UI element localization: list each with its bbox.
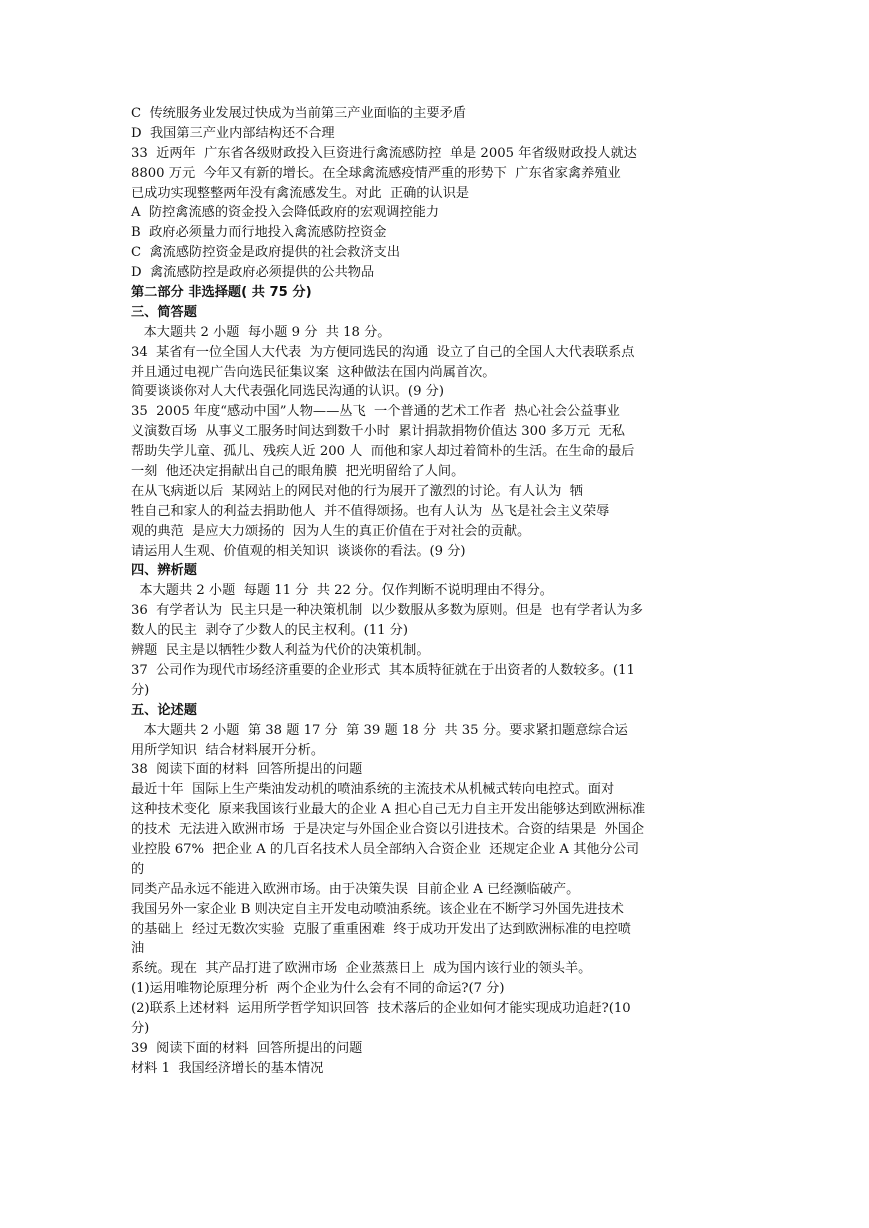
section-heading: 三、简答题: [131, 304, 197, 320]
text-line: 用所学知识 结合材料展开分析。: [131, 742, 325, 758]
text-line: 辨题 民主是以牺牲少数人利益为代价的决策机制。: [131, 643, 430, 659]
text-line: 33 近两年 广东省各级财政投入巨资进行禽流感防控 单是 2005 年省级财政投人就达: [131, 145, 637, 161]
text-line: 37 公司作为现代市场经济重要的企业形式 其本质特征就在于出资者的人数较多。(11: [131, 662, 635, 678]
text-line: B 政府必须量力而行地投入禽流感防控资金: [131, 225, 387, 241]
text-line: 本大题共 2 小题 每题 11 分 共 22 分。仅作判断不说明理由不得分。: [131, 583, 553, 599]
document-page: [131, 104, 741, 1079]
text-line: 的: [131, 861, 145, 877]
text-line: 最近十年 国际上生产柴油发动机的喷油系统的主流技术从机械式转向电控式。面对: [131, 782, 615, 798]
text-line: 我国另外一家企业 B 则决定自主开发电动喷油系统。该企业在不断学习外国先进技术: [131, 901, 624, 917]
text-line: 38 阅读下面的材料 回答所提出的问题: [131, 762, 363, 778]
text-line: 同类产品永远不能进入欧洲市场。由于决策失误 目前企业 A 已经濒临破产。: [131, 881, 580, 897]
text-line: 帮助失学儿童、孤儿、残疾人近 200 人 而他和家人却过着简朴的生活。在生命的最后: [131, 444, 635, 460]
text-line: 一刻 他还决定捐献出自己的眼角膜 把光明留给了人间。: [131, 464, 465, 480]
text-line: 并且通过电视广告向选民征集议案 这种做法在国内尚属首次。: [131, 364, 496, 380]
text-line: D 禽流感防控是政府必须提供的公共物品: [131, 265, 375, 281]
text-line: 数人的民主 剥夺了少数人的民主权利。(11 分): [131, 623, 409, 639]
text-line: (2)联系上述材料 运用所学哲学知识回答 技术落后的企业如何才能实现成功追赶?(10: [131, 1001, 631, 1017]
text-line: 36 有学者认为 民主只是一种决策机制 以少数服从多数为原则。但是 也有学者认为多: [131, 603, 643, 619]
text-line: 34 某省有一位全国人大代表 为方便同选民的沟通 设立了自己的全国人大代表联系点: [131, 344, 635, 360]
text-line: A 防控禽流感的资金投入会降低政府的宏观调控能力: [131, 205, 440, 221]
text-line: (1)运用唯物论原理分析 两个企业为什么会有不同的命运?(7 分): [131, 981, 505, 997]
text-line: 的技术 无法进入欧洲市场 于是决定与外国企业合资以引进技术。合资的结果是 外国企: [131, 822, 645, 838]
text-line: 在从飞病逝以后 某网站上的网民对他的行为展开了激烈的讨论。有人认为 牺: [131, 483, 583, 499]
text-line: 油: [131, 941, 145, 957]
section-heading: 第二部分 非选择题( 共 75 分): [131, 285, 312, 301]
section-heading: 四、辨析题: [131, 563, 197, 579]
text-line: 系统。现在 其产品打进了欧洲市场 企业蒸蒸日上 成为国内该行业的领头羊。: [131, 961, 592, 977]
text-line: 简要谈谈你对人大代表强化同选民沟通的认识。(9 分): [131, 384, 444, 400]
text-line: 已成功实现整整两年没有禽流感发生。对此 正确的认识是: [131, 185, 470, 201]
text-line: 本大题共 2 小题 每小题 9 分 共 18 分。: [131, 324, 391, 340]
text-line: D 我国第三产业内部结构还不合理: [131, 125, 335, 141]
text-line: 观的典范 是应大力颂扬的 因为人生的真正价值在于对社会的贡献。: [131, 523, 531, 539]
text-line: 8800 万元 今年又有新的增长。在全球禽流感疫情严重的形势下 广东省家禽养殖业: [131, 165, 621, 181]
text-line: 业控股 67% 把企业 A 的几百名技术人员全部纳入合资企业 还规定企业 A 其他分公司: [131, 841, 640, 857]
text-line: 39 阅读下面的材料 回答所提出的问题: [131, 1040, 363, 1056]
text-line: 的基础上 经过无数次实验 克服了重重困难 终于成功开发出了达到欧洲标准的电控喷: [131, 921, 631, 937]
text-line: 35 2005 年度“感动中国”人物——丛飞 一个普通的艺术工作者 热心社会公益事业: [131, 404, 620, 420]
text-line: 牲自己和家人的利益去捐助他人 并不值得颂扬。也有人认为 丛飞是社会主义荣辱: [131, 503, 610, 519]
text-line: 材料 1 我国经济增长的基本情况: [131, 1060, 324, 1076]
text-line: 分): [131, 1020, 150, 1036]
text-line: C 禽流感防控资金是政府提供的社会救济支出: [131, 245, 401, 261]
section-heading: 五、论述题: [131, 702, 197, 718]
text-line: C 传统服务业发展过快成为当前第三产业面临的主要矛盾: [131, 106, 466, 121]
text-line: 本大题共 2 小题 第 38 题 17 分 第 39 题 18 分 共 35 分。要求紧扣题意综合运: [131, 722, 628, 738]
text-line: 这种技术变化 原来我国该行业最大的企业 A 担心自己无力自主开发出能够达到欧洲标准: [131, 802, 646, 818]
text-line: 请运用人生观、价值观的相关知识 谈谈你的看法。(9 分): [131, 543, 466, 559]
text-line: 分): [131, 682, 150, 698]
text-line: 义演数百场 从事义工服务时间达到数千小时 累计捐款捐物价值达 300 多万元 无私: [131, 424, 625, 440]
